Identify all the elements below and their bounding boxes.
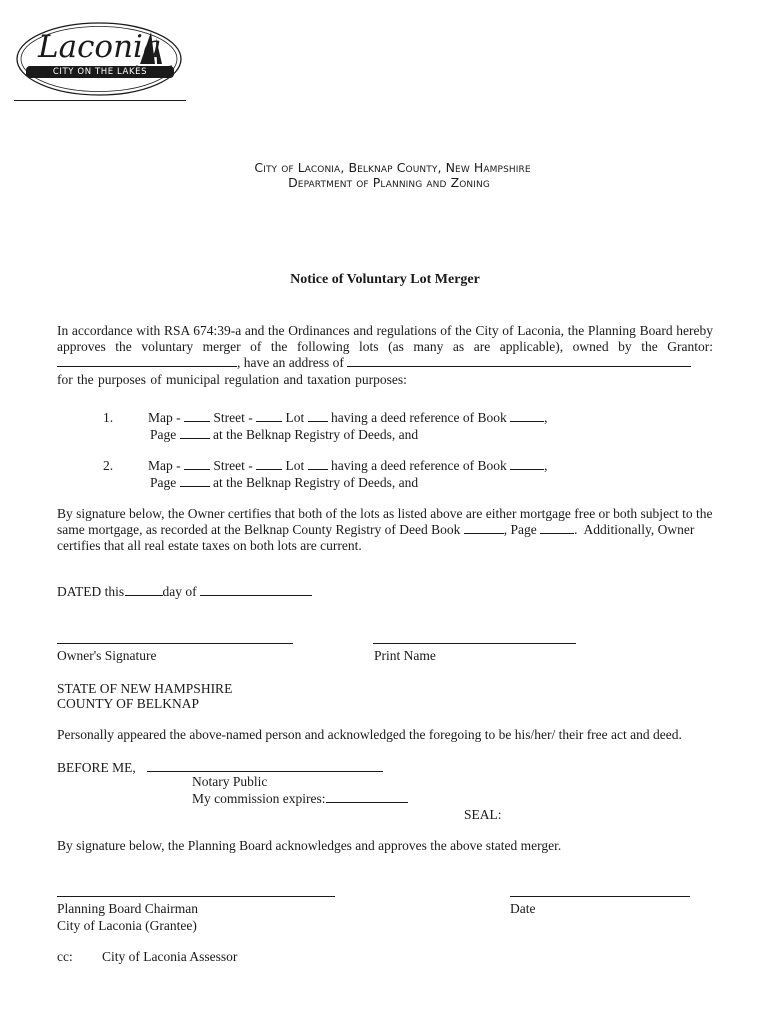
personally-appeared-text: Personally appeared the above-named person and acknowledged the foregoing to be his/her/ their free act and deed. [57, 727, 682, 742]
day-field[interactable] [125, 584, 163, 596]
deed-label: having a deed reference of Book [331, 410, 507, 425]
seal-label: SEAL: [464, 807, 502, 822]
date-label: Date [510, 901, 536, 916]
lot-label: Lot [285, 458, 305, 473]
page-label: Page [150, 427, 177, 442]
certify-line-1: By signature below, the Owner certifies that both of the lots as listed above are either mortgage free or both subject to the [57, 506, 713, 521]
page-field[interactable] [180, 427, 210, 439]
grantee-label: City of Laconia (Grantee) [57, 918, 197, 933]
commission-field[interactable] [326, 791, 408, 803]
registry-label: at the Belknap Registry of Deeds, and [213, 427, 419, 442]
logo-name: Laconia [38, 29, 162, 65]
owner-signature-label: Owner's Signature [57, 648, 157, 663]
lot-line-2 [150, 475, 418, 492]
deed-label: having a deed reference of Book [331, 458, 507, 473]
logo-tagline: CITY ON THE LAKES [52, 67, 148, 77]
comma: , [544, 458, 548, 473]
deed-book-field[interactable] [464, 522, 504, 534]
lot-label: Lot [285, 410, 305, 425]
commission-line [192, 791, 408, 808]
notary-public-label: Notary Public [192, 774, 268, 789]
lot-line-1 [148, 458, 548, 475]
street-field[interactable] [256, 458, 282, 470]
grantor-address-field[interactable] [347, 355, 691, 367]
date-line[interactable] [510, 896, 690, 897]
chairman-label: Planning Board Chairman [57, 901, 198, 916]
intro-line-3 [57, 355, 713, 372]
lot-line-2 [150, 427, 418, 444]
owner-signature-line[interactable] [57, 643, 293, 644]
dated-line [57, 584, 312, 601]
map-label: Map - [148, 410, 181, 425]
book-field[interactable] [510, 410, 544, 422]
print-name-label: Print Name [374, 648, 436, 663]
grantor-name-field[interactable] [57, 355, 237, 367]
intro-line-2: approves the voluntary merger of the following lots (as many as are applicable), owned by the Grantor: [57, 339, 713, 354]
street-label: Street - [213, 410, 253, 425]
address-label: , have an address of [237, 355, 344, 370]
print-name-line[interactable] [373, 643, 576, 644]
deed-book-label: same mortgage, as recorded at the Belknap County Registry of Deed Book [57, 522, 461, 537]
cc-value: City of Laconia Assessor [102, 949, 238, 964]
deed-page-field[interactable] [540, 522, 574, 534]
state-line: STATE OF NEW HAMPSHIRE [57, 681, 233, 696]
page-field[interactable] [180, 475, 210, 487]
street-field[interactable] [256, 410, 282, 422]
commission-label: My commission expires: [192, 791, 326, 806]
page-title: Notice of Voluntary Lot Merger [290, 272, 480, 287]
city-logo [14, 20, 184, 98]
header-department: Department of Planning and Zoning [288, 175, 490, 190]
comma: , [544, 410, 548, 425]
cc-label: cc: [57, 949, 73, 964]
lot-number: 2. [103, 458, 114, 473]
page-label: Page [150, 475, 177, 490]
month-field[interactable] [200, 584, 312, 596]
intro-line-4: for the purposes of municipal regulation and taxation purposes: [57, 372, 407, 387]
notary-signature-line[interactable] [147, 771, 383, 772]
lot-field[interactable] [308, 410, 328, 422]
registry-label: at the Belknap Registry of Deeds, and [213, 475, 419, 490]
lot-line-1 [148, 410, 548, 427]
map-field[interactable] [184, 410, 210, 422]
certify-line-3: certifies that all real estate taxes on both lots are current. [57, 538, 362, 553]
dated-label: DATED this [57, 584, 125, 599]
logo-underline [14, 100, 186, 101]
day-of-label: day of [162, 584, 197, 599]
certify-line-2 [57, 522, 694, 539]
intro-line-1: In accordance with RSA 674:39-a and the Ordinances and regulations of the City of Laconia, the Planning Board hereby [57, 323, 713, 338]
lot-field[interactable] [308, 458, 328, 470]
additionally-text: . Additionally, Owner [574, 522, 695, 537]
book-field[interactable] [510, 458, 544, 470]
header-city: City of Laconia, Belknap County, New Hampshire [254, 160, 531, 175]
deed-page-label: , Page [503, 522, 537, 537]
map-field[interactable] [184, 458, 210, 470]
before-me-label: BEFORE ME, [57, 760, 136, 775]
street-label: Street - [213, 458, 253, 473]
board-ack-text: By signature below, the Planning Board acknowledges and approves the above stated merger. [57, 838, 562, 853]
chairman-signature-line[interactable] [57, 896, 335, 897]
lot-number: 1. [103, 410, 114, 425]
map-label: Map - [148, 458, 181, 473]
county-line: COUNTY OF BELKNAP [57, 696, 200, 711]
